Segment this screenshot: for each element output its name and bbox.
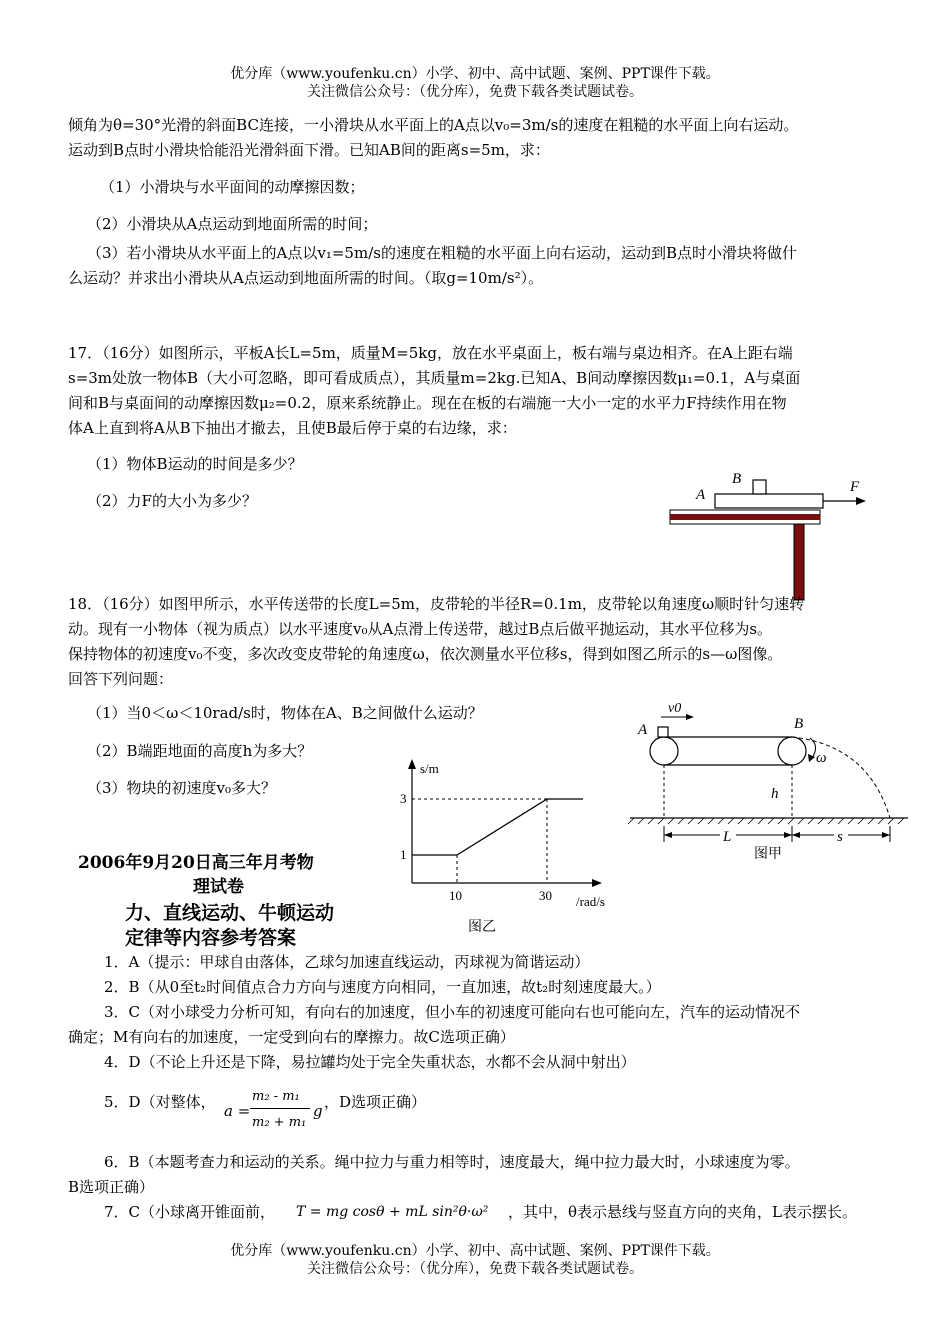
answer-5-denominator: m₂ + m₁ bbox=[252, 1115, 307, 1130]
answers-title-line4: 定律等内容参考答案 bbox=[125, 927, 297, 949]
label-v0: v0 bbox=[668, 701, 682, 716]
q18-sub3: （3）物块的初速度v₀多大？ bbox=[87, 779, 277, 797]
q18-line1: 18．（16分）如图甲所示，水平传送带的长度L=5m，皮带轮的半径R=0.1m，皮带轮以角速度ω顺时针匀速转 bbox=[68, 595, 805, 613]
answer-7-suffix: ，其中，θ表示悬线与竖直方向的夹角，L表示摆长。 bbox=[508, 1203, 857, 1221]
label-l: L bbox=[723, 829, 732, 845]
label-a: A bbox=[638, 722, 648, 738]
q16-line1: 倾角为θ=30°光滑的斜面BC连接，一小滑块从水平面上的A点以v₀=3m/s的速度在粗糙的水平面上向右运动。 bbox=[68, 116, 799, 134]
page-header-line2: 关注微信公众号：（优分库），免费下载各类试题试卷。 bbox=[307, 84, 643, 100]
label-omega: ω bbox=[816, 750, 827, 766]
small-object bbox=[658, 727, 668, 737]
q16-line2: 运动到B点时小滑块恰能沿光滑斜面下滑。已知AB间的距离s=5m，求： bbox=[68, 141, 550, 159]
plank-a bbox=[715, 494, 823, 508]
answer-5-numerator: m₂ - m₁ bbox=[252, 1089, 300, 1104]
answer-7-formula: T = mg cosθ + mL sin²θ·ω² bbox=[296, 1204, 489, 1220]
page-footer-line2: 关注微信公众号：（优分库），免费下载各类试题试卷。 bbox=[307, 1261, 643, 1277]
label-b: B bbox=[732, 471, 742, 487]
q18-line3: 保持物体的初速度v₀不变，多次改变皮带轮的角速度ω，依次测量水平位移s，得到如图乙所示的s—ω图像。 bbox=[68, 645, 783, 663]
y-tick-label-1: 1 bbox=[400, 847, 407, 862]
q18-line2: 动。现有一小物体（视为质点）以水平速度v₀从A点滑上传送带，越过B点后做平抛运动，其水平位移为s。 bbox=[68, 620, 773, 638]
y-tick-label-3: 3 bbox=[400, 791, 407, 806]
page-header-line1: 优分库（www.youfenku.cn）小学、初中、高中试题、案例、PPT课件下载。 bbox=[230, 66, 720, 82]
answer-5-suffix: ，D选项正确） bbox=[324, 1093, 427, 1111]
answers-title-line1: 2006年9月20日高三年月考物 bbox=[78, 853, 314, 873]
answer-6a: 6．B（本题考查力和运动的关系。绳中拉力与重力相等时，速度最大，绳中拉力最大时，小球速度为零。 bbox=[104, 1153, 800, 1171]
answers-title-line2: 理试卷 bbox=[193, 877, 244, 897]
answers-title-line3: 力、直线运动、牛顿运动 bbox=[125, 902, 335, 924]
table-leg bbox=[794, 524, 804, 600]
label-h: h bbox=[771, 786, 779, 802]
label-f: F bbox=[850, 479, 860, 495]
answer-5-lhs: a = bbox=[224, 1102, 251, 1120]
answer-5-fraction-bar bbox=[250, 1108, 310, 1109]
q18-sub2: （2）B端距地面的高度h为多大？ bbox=[87, 742, 313, 760]
answer-1: 1．A（提示：甲球自由落体，乙球匀加速直线运动，丙球视为简谐运动） bbox=[104, 953, 590, 971]
q17-line2: s=3m处放一物体B（大小可忽略，即可看成质点），其质量m=2kg.已知A、B间动摩擦因数μ₁=0.1，A与桌面 bbox=[68, 369, 801, 387]
trajectory bbox=[792, 737, 890, 818]
y-axis-label: s/m bbox=[420, 761, 439, 776]
answer-4: 4．D（不论上升还是下降，易拉罐均处于完全失重状态，水都不会从洞中射出） bbox=[104, 1053, 636, 1071]
q18-figure-jia bbox=[628, 700, 913, 865]
q17-sub2: （2）力F的大小为多少？ bbox=[87, 492, 257, 510]
y-axis-arrow bbox=[408, 759, 416, 769]
x-axis-label: /rad/s bbox=[576, 894, 605, 909]
answer-5-prefix: 5．D（对整体， bbox=[104, 1093, 216, 1111]
ground-hatch bbox=[628, 818, 904, 824]
q17-line3: 间和B与桌面间的动摩擦因数μ₂=0.2，原来系统静止。现在在板的右端施一大小一定的水平力F持续作用在物 bbox=[68, 394, 787, 412]
label-a: A bbox=[696, 487, 706, 503]
block-b bbox=[753, 480, 766, 494]
x-axis-arrow bbox=[592, 879, 602, 887]
x-tick-label-30: 30 bbox=[539, 888, 552, 903]
force-arrow-head bbox=[856, 497, 866, 505]
q17-line4: 体A上直到将A从B下抽出才撤去，且使B最后停于桌的右边缘，求： bbox=[68, 419, 517, 437]
q16-sub2: （2）小滑块从A点运动到地面所需的时间； bbox=[87, 215, 378, 233]
q17-sub1: （1）物体B运动的时间是多少？ bbox=[87, 455, 303, 473]
answer-7-prefix: 7．C（小球离开锥面前， bbox=[104, 1203, 276, 1221]
pulley-right bbox=[778, 737, 806, 765]
q18-line4: 回答下列问题： bbox=[68, 670, 174, 688]
answer-5-g: g bbox=[313, 1102, 323, 1120]
label-b: B bbox=[794, 716, 804, 732]
answer-3b: 确定；M有向右的加速度，一定受到向右的摩擦力。故C选项正确） bbox=[68, 1028, 515, 1046]
v0-arrow-head bbox=[686, 714, 694, 720]
q16-sub3a: （3）若小滑块从水平面上的A点以v₁=5m/s的速度在粗糙的水平面上向右运动，运动到B点时小滑块将做什 bbox=[87, 244, 797, 262]
series-line bbox=[412, 799, 583, 855]
pulley-left bbox=[650, 737, 678, 765]
q16-sub3b: 么运动？并求出小滑块从A点运动到地面所需的时间。（取g=10m/s²）。 bbox=[68, 269, 544, 287]
answer-2: 2．B（从0至t₂时间值点合力方向与速度方向相同，一直加速，故t₂时刻速度最大。） bbox=[104, 978, 661, 996]
caption-jia: 图甲 bbox=[754, 847, 782, 862]
chart-title: 图乙 bbox=[468, 920, 496, 935]
label-s: s bbox=[837, 829, 843, 845]
answer-6b: B选项正确） bbox=[68, 1178, 155, 1196]
page-footer-line1: 优分库（www.youfenku.cn）小学、初中、高中试题、案例、PPT课件下载。 bbox=[230, 1243, 720, 1259]
q17-figure bbox=[660, 465, 870, 605]
q18-sub1: （1）当0＜ω＜10rad/s时，物体在A、B之间做什么运动？ bbox=[87, 704, 483, 722]
x-tick-label-10: 10 bbox=[449, 888, 462, 903]
q17-line1: 17．（16分）如图所示，平板A长L=5m，质量M=5kg，放在水平桌面上，板右端与桌边相齐。在A上距右端 bbox=[68, 344, 793, 362]
answer-3a: 3．C（对小球受力分析可知，有向右的加速度，但小车的初速度可能向右也可能向左，汽车的运动情况不 bbox=[104, 1003, 801, 1021]
q18-chart-yi bbox=[380, 755, 620, 940]
q16-sub1: （1）小滑块与水平面间的动摩擦因数； bbox=[100, 178, 365, 196]
